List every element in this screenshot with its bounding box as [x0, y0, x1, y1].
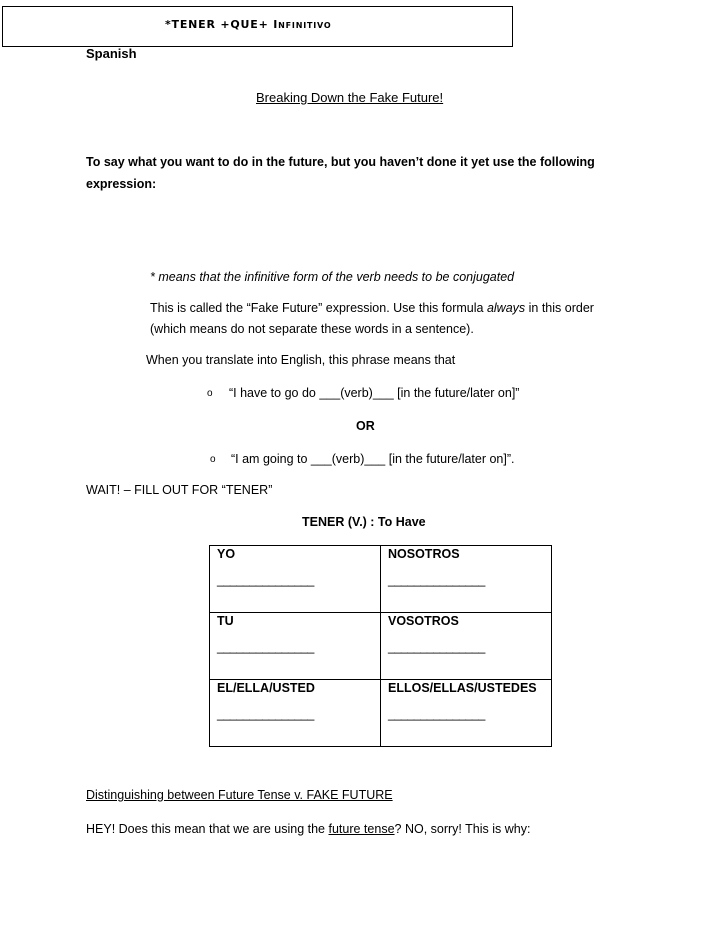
cell-ellos-ellas-ustedes[interactable]	[381, 680, 552, 747]
closing-line	[86, 822, 530, 836]
translate-line: When you translate into English, this phrase means that	[146, 353, 456, 367]
subject-label: Spanish	[86, 46, 137, 61]
cell-yo[interactable]	[210, 546, 381, 613]
fake-future-text-b: in this order	[525, 301, 594, 315]
cell-el-ella-usted[interactable]	[210, 680, 381, 747]
closing-text-before: HEY! Does this mean that we are using the	[86, 822, 329, 836]
table-row	[210, 613, 552, 680]
conjugation-table	[209, 545, 552, 747]
table-title: TENER (V.) : To Have	[302, 515, 426, 529]
answer-blank[interactable]: _______________	[388, 573, 485, 587]
cell-label: YO	[217, 547, 236, 561]
asterisk-note: * means that the infinitive form of the verb needs to be conjugated	[150, 270, 515, 284]
future-tense-link: future tense	[328, 822, 395, 836]
section-heading: Distinguishing between Future Tense v. FAKE FUTURE	[86, 788, 393, 802]
answer-blank[interactable]: _______________	[388, 707, 485, 721]
bullet-marker-1: o	[207, 388, 213, 399]
cell-label: VOSOTROS	[388, 614, 459, 628]
bullet-item-2: “I am going to ___(verb)___ [in the future/later on]”.	[231, 452, 515, 466]
fake-future-text-a: This is called the “Fake Future” expression. Use this formula	[150, 301, 487, 315]
cell-label: NOSOTROS	[388, 547, 460, 561]
page-title: Breaking Down the Fake Future!	[256, 90, 444, 105]
cell-vosotros[interactable]	[381, 613, 552, 680]
answer-blank[interactable]: _______________	[388, 640, 485, 654]
bullet-item-1: “I have to go do ___(verb)___ [in the future/later on]”	[229, 386, 520, 400]
formula-prefix: *TENER +QUE+	[165, 18, 274, 31]
answer-blank[interactable]: _______________	[217, 573, 314, 587]
cell-tu[interactable]	[210, 613, 381, 680]
bullet-marker-2: o	[210, 454, 216, 465]
formula-suffix: Infinitivo	[273, 18, 332, 31]
fake-future-line-2: (which means do not separate these words in a sentence).	[150, 322, 474, 336]
answer-blank[interactable]: _______________	[217, 640, 314, 654]
wait-line: WAIT! – FILL OUT FOR “TENER”	[86, 483, 273, 497]
or-label: OR	[356, 419, 375, 433]
fake-future-emphasis: always	[486, 301, 526, 315]
cell-label: TU	[217, 614, 234, 628]
intro-line-2: expression:	[86, 177, 157, 191]
cell-label: ELLOS/ELLAS/USTEDES	[388, 681, 537, 695]
table-row	[210, 680, 552, 747]
intro-line-1: To say what you want to do in the future, but you haven’t done it yet use the following	[86, 155, 595, 169]
fake-future-line-1	[150, 301, 594, 315]
answer-blank[interactable]: _______________	[217, 707, 314, 721]
cell-nosotros[interactable]	[381, 546, 552, 613]
formula-text	[165, 18, 331, 31]
table-row	[210, 546, 552, 613]
cell-label: EL/ELLA/USTED	[217, 681, 315, 695]
closing-text-after: ? NO, sorry! This is why:	[394, 822, 531, 836]
